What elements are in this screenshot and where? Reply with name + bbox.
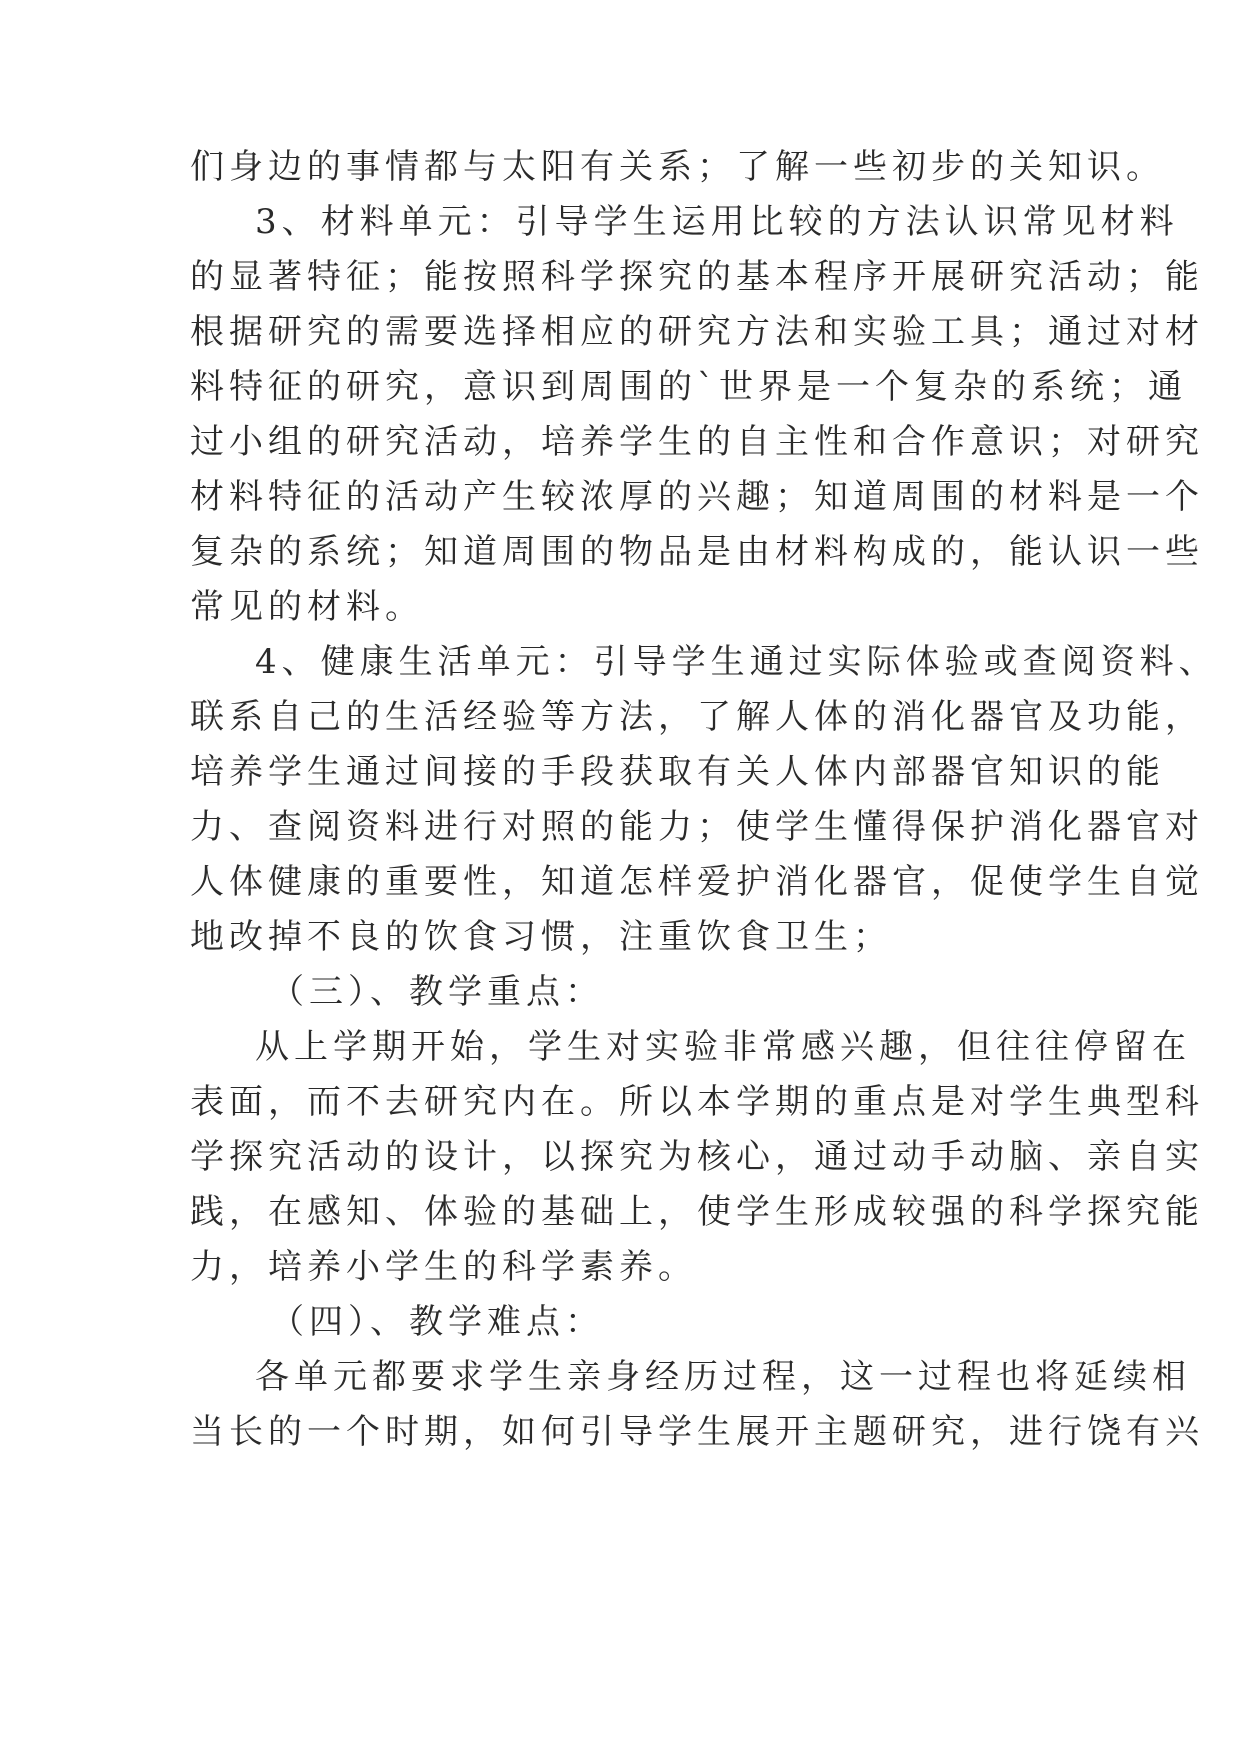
body-line: 常见的材料。: [190, 587, 424, 627]
body-line: 践，在感知、体验的基础上，使学生形成较强的科学探究能: [190, 1192, 1204, 1232]
paragraph-start-line: 各单元都要求学生亲身经历过程，这一过程也将延续相: [255, 1357, 1191, 1397]
paragraph-start-line: 4、健康生活单元：引导学生通过实际体验或查阅资料、: [255, 642, 1218, 682]
body-line: 们身边的事情都与太阳有关系；了解一些初步的关知识。: [190, 147, 1165, 187]
body-line: 力，培养小学生的科学素养。: [190, 1247, 697, 1287]
body-line: 复杂的系统；知道周围的物品是由材料构成的，能认识一些: [190, 532, 1204, 572]
body-line: 学探究活动的设计，以探究为核心，通过动手动脑、亲自实: [190, 1137, 1204, 1177]
body-line: 根据研究的需要选择相应的研究方法和实验工具；通过对材: [190, 312, 1204, 352]
section-heading: （三）、教学重点：: [270, 972, 604, 1012]
paragraph-start-line: 3、材料单元：引导学生运用比较的方法认识常见材料: [255, 202, 1179, 242]
body-line: 的显著特征；能按照科学探究的基本程序开展研究活动；能: [190, 257, 1204, 297]
paragraph-start-line: 从上学期开始，学生对实验非常感兴趣，但往往停留在: [255, 1027, 1191, 1067]
body-line: 人体健康的重要性，知道怎样爱护消化器官，促使学生自觉: [190, 862, 1204, 902]
body-line: 力、查阅资料进行对照的能力；使学生懂得保护消化器官对: [190, 807, 1204, 847]
body-line: 材料特征的活动产生较浓厚的兴趣；知道周围的材料是一个: [190, 477, 1204, 517]
body-line: 地改掉不良的饮食习惯，注重饮食卫生；: [190, 917, 892, 957]
body-line: 料特征的研究，意识到周围的`世界是一个复杂的系统；通: [190, 367, 1187, 407]
body-line: 联系自己的生活经验等方法，了解人体的消化器官及功能，: [190, 697, 1204, 737]
body-line: 培养学生通过间接的手段获取有关人体内部器官知识的能: [190, 752, 1165, 792]
section-heading: （四）、教学难点：: [270, 1302, 604, 1342]
body-line: 过小组的研究活动，培养学生的自主性和合作意识；对研究: [190, 422, 1204, 462]
body-line: 当长的一个时期，如何引导学生展开主题研究，进行饶有兴: [190, 1412, 1204, 1452]
body-line: 表面，而不去研究内在。所以本学期的重点是对学生典型科: [190, 1082, 1204, 1122]
